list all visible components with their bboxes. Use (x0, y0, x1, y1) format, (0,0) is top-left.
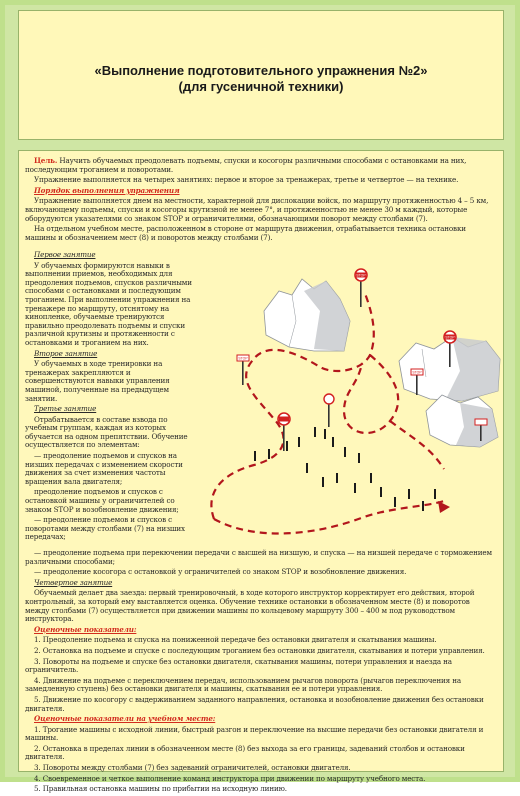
lower-section (25, 549, 495, 796)
evaluation-item-1: 1. Преодоление подъема и спуска на пониженной передаче без остановки двигателя и скатывания машины. (34, 635, 437, 645)
aim-text: Научить обучаемых преодолевать подъемы, спуски и косогоры различными способами с остановками на них, последующим троганием и поворотами. (25, 156, 467, 174)
order-heading: Порядок выполнения упражнения (34, 185, 180, 195)
marker-posts (254, 427, 436, 511)
third-lesson-text-1: Отрабатывается в составе взвода по учебным группам, каждая из которых обучается на одном препятствии. Обучение осуществляется по элементам: (25, 414, 188, 450)
evaluation-item-5: 5. Движение по косогору с выдерживанием заданного направления, остановка и возобновление движения без остановки двигателя. (25, 694, 484, 713)
route-diagram (194, 251, 506, 561)
second-lesson-heading: Второе занятие (34, 348, 98, 358)
lower-paragraph-1: — преодоление подъема при перекючении передачи с высшей на низшую, и спуска — на низшей передаче с торможением различными способами; (25, 548, 492, 566)
evaluation-item-2: 2. Остановка на подъеме и спуске с последующим троганием без остановки двигателя, скатывания и потери управления. (34, 645, 485, 655)
stop-sign-3 (237, 355, 249, 385)
study-item-3: 3. Повороты между столбами (7) без задеваний ограничителей, остановки двигателя. (34, 763, 351, 773)
third-lesson-text-4: — преодоление подъемов и спусков с поворотами между столбами (7) на низших передачах; (25, 515, 185, 542)
third-lesson-text-3: преодоление подъемов и спусков с остановкой машины у ограничителей со знаком STOP и возобновление движения; (25, 487, 179, 514)
svg-text:STOP: STOP (445, 335, 455, 340)
first-lesson-heading: Первое занятие (34, 250, 96, 259)
study-item-1: 1. Трогание машины с исходной линии, быстрый разгон и переключение на высшие передачи без остановки двигателя и машины. (25, 724, 484, 743)
stop-sign-4 (278, 413, 290, 451)
stop-sign-1 (355, 269, 367, 307)
page-title (19, 63, 503, 95)
study-item-5: 5. Правильная остановка машины по прибытии на исходную линию. (34, 784, 287, 794)
aim-paragraph (25, 157, 495, 174)
third-lesson-text-2: — преодоление подъемов и спусков на низших передачах с изменением скорости движения за счет изменения частоты вращения вала двигателя; (25, 451, 183, 486)
evaluation-heading: Оценочные показатели: (34, 624, 137, 634)
title-line-2: (для гусеничной техники) (178, 79, 344, 94)
study-evaluation-heading: Оценочные показатели на учебном месте: (34, 714, 216, 724)
study-item-2: 2. Остановка в пределах линии в обозначенном месте (8) без выхода за его границы, задеваний столбов и остановки двигателя. (25, 743, 465, 762)
stop-sign-5 (324, 394, 334, 427)
third-lesson-heading: Третье занятие (34, 404, 97, 414)
fourth-lesson-heading: Четвертое занятие (34, 577, 113, 587)
title-band (18, 10, 504, 140)
route-arrow-head (438, 501, 450, 513)
evaluation-item-3: 3. Повороты на подъеме и спуске без остановки двигателя, скатывания машины, потери управления и наезда на ограничитель. (25, 656, 452, 675)
fourth-lesson-text: Обучаемый делает два заезда: первый тренировочный, в ходе которого инструктор корректирует его действия, второй контрольный, за который ему выставляется оценка. Обучение технике остановки в обозначенном месте (8) и поворотов между столбами (7) осуществляется при движении машины по кольцевому маршруту 300 – 400 м под руководством инструктора. (25, 588, 475, 624)
svg-text:STOP: STOP (412, 370, 422, 375)
first-lesson-text: У обучаемых формируются навыки в выполнении приемов, необходимых для преодоления подъемов, спусков различными способами с остановками и последующим троганием. При выполнении упражнения на тренажере по маршруту, отснятому на кинопленке, обучаемые тренируются правильно преодолевать подъемы и спуски различной крутизны и протяженности с остановками и троганием на них. (25, 260, 192, 347)
intro-paragraph-3: Упражнение выполняется днем на местности, характерной для дислокации войск, по маршруту протяженностью 4 – 5 км, включающему подъемы, спуски и косогоры крутизной не менее 7°, и протяженностью не менее 30 м каждый, которые оборудуются указателями со знаком STOP и ограничителями, обозначающими поворот между столбами (7). (25, 196, 489, 223)
mountain-top (264, 279, 350, 351)
intro-paragraph-2: Упражнение выполняется на четырех занятиях: первое и второе за тренажерах, третье и четвертое — на технике. (34, 175, 459, 185)
left-column (25, 251, 193, 544)
svg-text:STOP: STOP (356, 273, 366, 278)
title-line-1: «Выполнение подготовительного упражнения №2» (94, 63, 428, 78)
intro-paragraph-4: На отдельном учебном месте, расположенном в стороне от маршрута движения, отрабатывается техника остановки машины и обозначением мест (8) и поворотов между столбами (7). (25, 224, 466, 242)
intro-section (25, 157, 495, 244)
aim-label: Цель. (34, 156, 58, 165)
second-lesson-text: У обучаемых в ходе тренировки на тренажерах закрепляются и совершенствуются навыки управления машиной, полученные на предыдущем занятии. (25, 359, 170, 403)
lower-paragraph-2: — преодоление косогора с остановкой у ограничителей со знаком STOP и возобновление движения. (34, 567, 407, 577)
svg-text:STOP: STOP (238, 356, 248, 361)
evaluation-item-4: 4. Движение на подъеме с переключением передач, использованием рычагов поворота (рычагов переключения на замедленную ступень) без остановки двигателя и машины, скатывания ее и потери управления. (25, 675, 461, 694)
content-panel (18, 150, 504, 794)
study-item-4: 4. Своевременное и четкое выполнение команд инструктора при движении по маршруту учебного места. (34, 773, 426, 783)
